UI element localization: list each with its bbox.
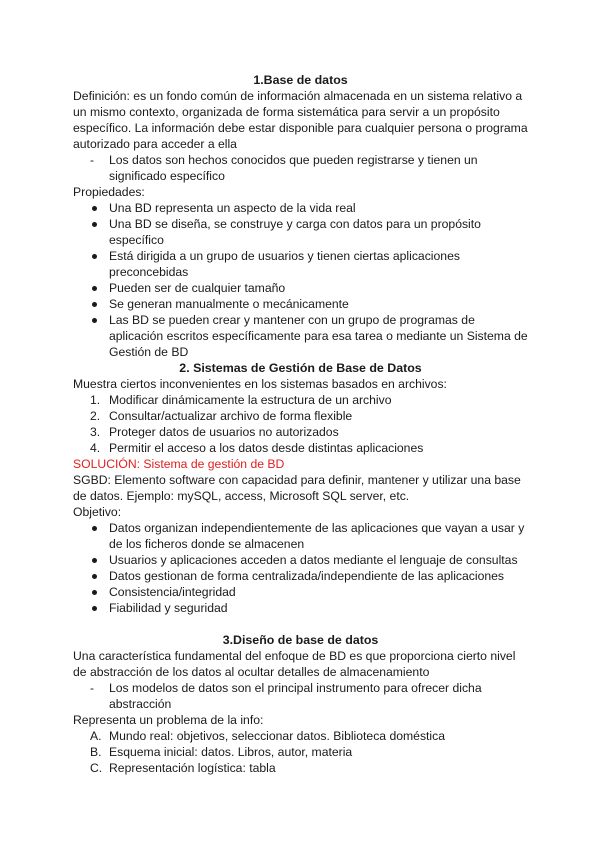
list-item: Datos organizan independientemente de las aplicaciones que vayan a usar y de los ficheros donde se almacenen xyxy=(73,520,528,552)
list-item: Pueden ser de cualquier tamaño xyxy=(73,280,528,296)
list-item: Consistencia/integridad xyxy=(73,584,528,600)
list-marker: 2. xyxy=(90,409,101,423)
list-item: Una BD representa un aspecto de la vida real xyxy=(73,200,528,216)
list-item: Fiabilidad y seguridad xyxy=(73,600,528,616)
list-marker: 4. xyxy=(90,441,101,455)
section3-title: 3.Diseño de base de datos xyxy=(222,633,379,647)
list-item-text: Esquema inicial: datos. Libros, autor, materia xyxy=(109,745,353,759)
represents-label: Representa un problema de la info: xyxy=(73,713,264,727)
document-page xyxy=(73,72,528,776)
list-item: Datos gestionan de forma centralizada/independiente de las aplicaciones xyxy=(73,568,528,584)
list-item-text: Permitir el acceso a los datos desde distintas aplicaciones xyxy=(109,441,424,455)
spacer xyxy=(73,616,528,632)
dash-item: - Los modelos de datos son el principal instrumento para ofrecer dicha abstracción xyxy=(73,680,528,712)
list-item xyxy=(73,424,528,440)
section1-dash-list xyxy=(73,152,528,184)
section3-intro: Una característica fundamental del enfoque de BD es que proporciona cierto nivel de abstracción de los datos al ocultar detalles de almacenamiento xyxy=(73,649,516,679)
list-marker: 1. xyxy=(90,393,101,407)
list-item-text: Proteger datos de usuarios no autorizados xyxy=(109,425,339,439)
problems-list xyxy=(73,392,528,456)
list-item-text: Mundo real: objetivos, seleccionar datos. Biblioteca doméstica xyxy=(109,729,446,743)
list-item: Una BD se diseña, se construye y carga con datos para un propósito específico xyxy=(73,216,528,248)
list-item-text: Modificar dinámicamente la estructura de un archivo xyxy=(109,393,392,407)
list-item-text: Representación logística: tabla xyxy=(109,761,276,775)
list-marker: 3. xyxy=(90,425,101,439)
list-item xyxy=(73,408,528,424)
list-item xyxy=(73,744,528,760)
list-item: Usuarios y aplicaciones acceden a datos mediante el lenguaje de consultas xyxy=(73,552,528,568)
definition-paragraph: Definición: es un fondo común de información almacenada en un sistema relativo a un mismo contexto, organizada de forma sistemática para servir a un propósito específico. La información debe estar disponible para cualquier persona o programa autorizado para acceder a ella xyxy=(73,89,528,151)
objective-label: Objetivo: xyxy=(73,505,122,519)
levels-list xyxy=(73,728,528,776)
properties-label: Propiedades: xyxy=(73,185,145,199)
list-item: Las BD se pueden crear y mantener con un grupo de programas de aplicación escritos específicamente para esa tarea o mediante un Sistema de Gestión de BD xyxy=(73,312,528,360)
solution-line: SOLUCIÓN: Sistema de gestión de BD xyxy=(73,457,285,471)
list-item xyxy=(73,728,528,744)
dash-item: - Los datos son hechos conocidos que pueden registrarse y tienen un significado específico xyxy=(73,152,528,184)
section1-title: 1.Base de datos xyxy=(253,73,348,87)
objectives-list xyxy=(73,520,528,616)
list-item: Se generan manualmente o mecánicamente xyxy=(73,296,528,312)
list-marker: A. xyxy=(90,729,102,743)
sgbd-paragraph: SGBD: Elemento software con capacidad para definir, mantener y utilizar una base de datos. Ejemplo: mySQL, access, Microsoft SQL server, etc. xyxy=(73,473,521,503)
section2-intro: Muestra ciertos inconvenientes en los sistemas basados en archivos: xyxy=(73,377,447,391)
section3-dash-list xyxy=(73,680,528,712)
list-item xyxy=(73,440,528,456)
section2-title: 2. Sistemas de Gestión de Base de Datos xyxy=(179,361,422,375)
list-item-text: Consultar/actualizar archivo de forma flexible xyxy=(109,409,353,423)
list-marker: C. xyxy=(90,761,103,775)
list-marker: B. xyxy=(90,745,102,759)
list-item xyxy=(73,392,528,408)
list-item: Está dirigida a un grupo de usuarios y tienen ciertas aplicaciones preconcebidas xyxy=(73,248,528,280)
list-item xyxy=(73,760,528,776)
properties-list xyxy=(73,200,528,360)
